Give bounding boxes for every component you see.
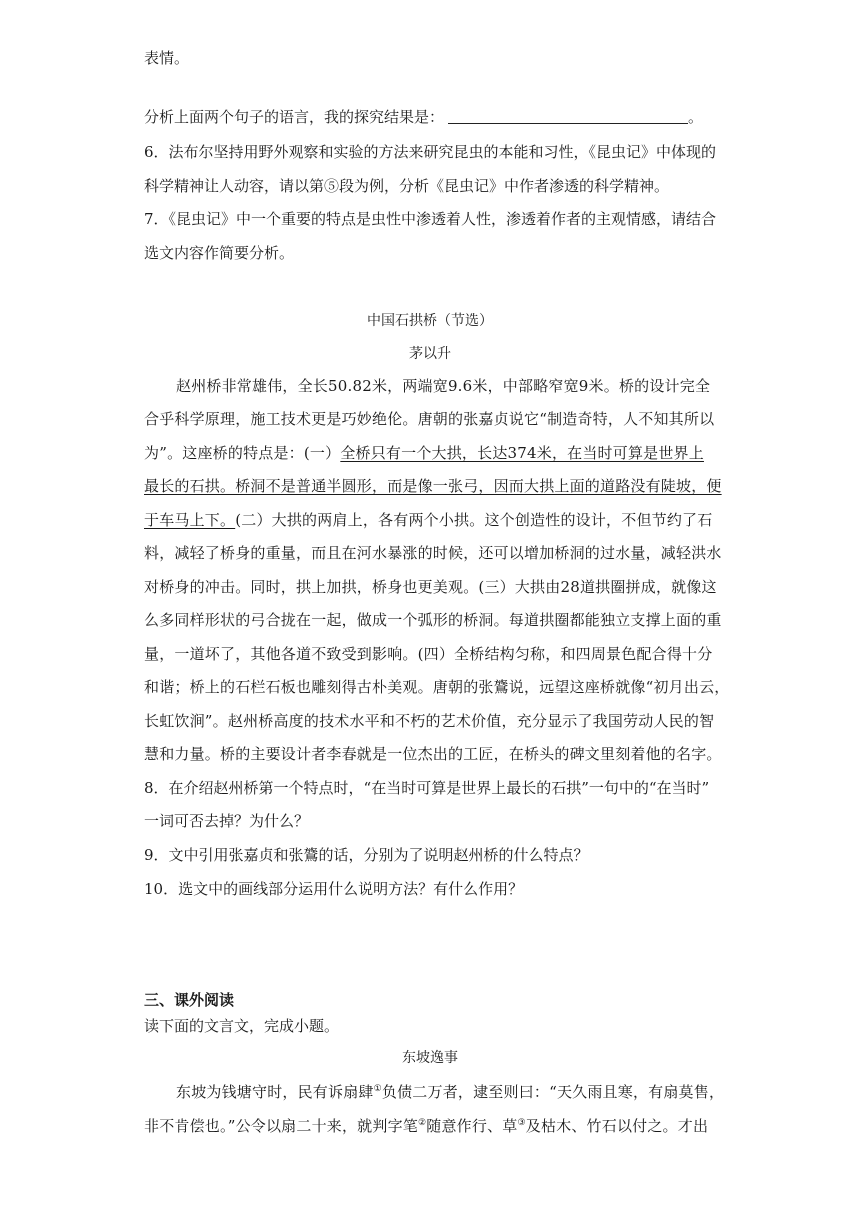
question-10: 10．选文中的画线部分运用什么说明方法？有什么作用？	[144, 880, 524, 898]
question-8-line-1: 8．在介绍赵州桥第一个特点时，“在当时可算是世界上最长的石拱”一句中的“在当时”	[144, 779, 710, 797]
paragraph-line: 对桥身的冲击。同时，拱上加拱，桥身也更美观。(三）大拱由28道拱圈拼成，就像这	[144, 578, 717, 596]
question-7-line-1: 7．《昆虫记》中一个重要的特点是虫性中渗透着人性，渗透着作者的主观情感，请结合	[144, 210, 717, 228]
paragraph-line: 赵州桥非常雄伟，全长50.82米，两端宽9.6米，中部略窄宽9米。桥的设计完全	[176, 377, 711, 395]
footnote-marker: ③	[517, 1118, 526, 1128]
question-8-line-2: 一词可否去掉？为什么？	[144, 812, 310, 830]
footnote-marker: ②	[417, 1118, 427, 1128]
paragraph-line: 和谐；桥上的石栏石板也雕刻得古朴美观。唐朝的张鷟说，远望这座桥就像“初月出云，	[144, 678, 730, 696]
paragraph-line	[144, 476, 722, 496]
analysis-question	[144, 107, 703, 127]
classical-text: 负债二万者，逮至则曰：“天久雨且寒，有扇莫售，	[381, 1083, 725, 1101]
paragraph-line: 么多同样形状的弓合拢在一起，做成一个弧形的桥洞。每道拱圈都能独立支撑上面的重	[144, 611, 722, 629]
question-6-line-2: 科学精神让人动容，请以第⑤段为例，分析《昆虫记》中作者渗透的科学精神。	[144, 177, 670, 195]
article-title: 中国石拱桥（节选）	[367, 313, 493, 329]
footnote-marker: ①	[373, 1084, 382, 1094]
classical-text-line	[176, 1082, 725, 1102]
classical-text-line	[144, 1116, 716, 1136]
paragraph-line: 慧和力量。桥的主要设计者李春就是一位杰出的工匠，在桥头的碑文里刻着他的名字。	[144, 745, 722, 763]
section-heading: 三、课外阅读	[144, 991, 235, 1009]
paragraph-line: 量，一道坏了，其他各道不致受到影响。(四）全桥结构匀称，和四周景色配合得十分	[144, 645, 713, 663]
underlined-text: 全桥只有一个大拱，长达374米，在当时可算是世界上	[340, 444, 704, 462]
paragraph-line	[144, 443, 716, 463]
analysis-suffix: 。	[688, 108, 704, 126]
paragraph-text: 为”。这座桥的特点是：(一）	[144, 444, 341, 462]
paragraph-line: 料，减轻了桥身的重量，而且在河水暴涨的时候，还可以增加桥洞的过水量，减轻洪水	[144, 544, 722, 562]
classical-text-title: 东坡逸事	[402, 1050, 458, 1066]
classical-text: 东坡为钱塘守时，民有诉扇肆	[176, 1083, 374, 1101]
section-instruction: 读下面的文言文，完成小题。	[144, 1017, 340, 1035]
underlined-text: 最长的石拱。桥洞不是普通半圆形，而是像一张弓，因而大拱上面的道路没有陡坡，便	[144, 477, 722, 495]
question-6-line-1: 6．法布尔坚持用野外观察和实验的方法来研究昆虫的本能和习性，《昆虫记》中体现的	[144, 143, 717, 161]
paragraph-text: (二）大拱的两肩上，各有两个小拱。这个创造性的设计，不但节约了石	[235, 511, 713, 529]
classical-text: 非不肯偿也。”公令以扇二十来，就判字笔	[144, 1117, 418, 1135]
article-author: 茅以升	[409, 346, 451, 362]
question-9: 9．文中引用张嘉贞和张鷟的话，分别为了说明赵州桥的什么特点？	[144, 846, 589, 864]
classical-text: 随意作行、草	[426, 1117, 518, 1135]
question-7-line-2: 选文内容作简要分析。	[144, 244, 295, 262]
analysis-prefix: 分析上面两个句子的语言，我的探究结果是：	[144, 108, 445, 126]
classical-text: 及枯木、竹石以付之。才出	[525, 1117, 709, 1135]
paragraph-line: 长虹饮涧”。赵州桥高度的技术水平和不朽的艺术价值，充分显示了我国劳动人民的智	[144, 712, 715, 730]
text-line: 表情。	[144, 49, 190, 67]
underlined-text: 于车马上下。	[144, 511, 236, 529]
paragraph-line	[144, 510, 716, 530]
answer-blank[interactable]	[448, 108, 688, 124]
paragraph-line: 合乎科学原理，施工技术更是巧妙绝伦。唐朝的张嘉贞说它“制造奇特，人不知其所以	[144, 410, 715, 428]
